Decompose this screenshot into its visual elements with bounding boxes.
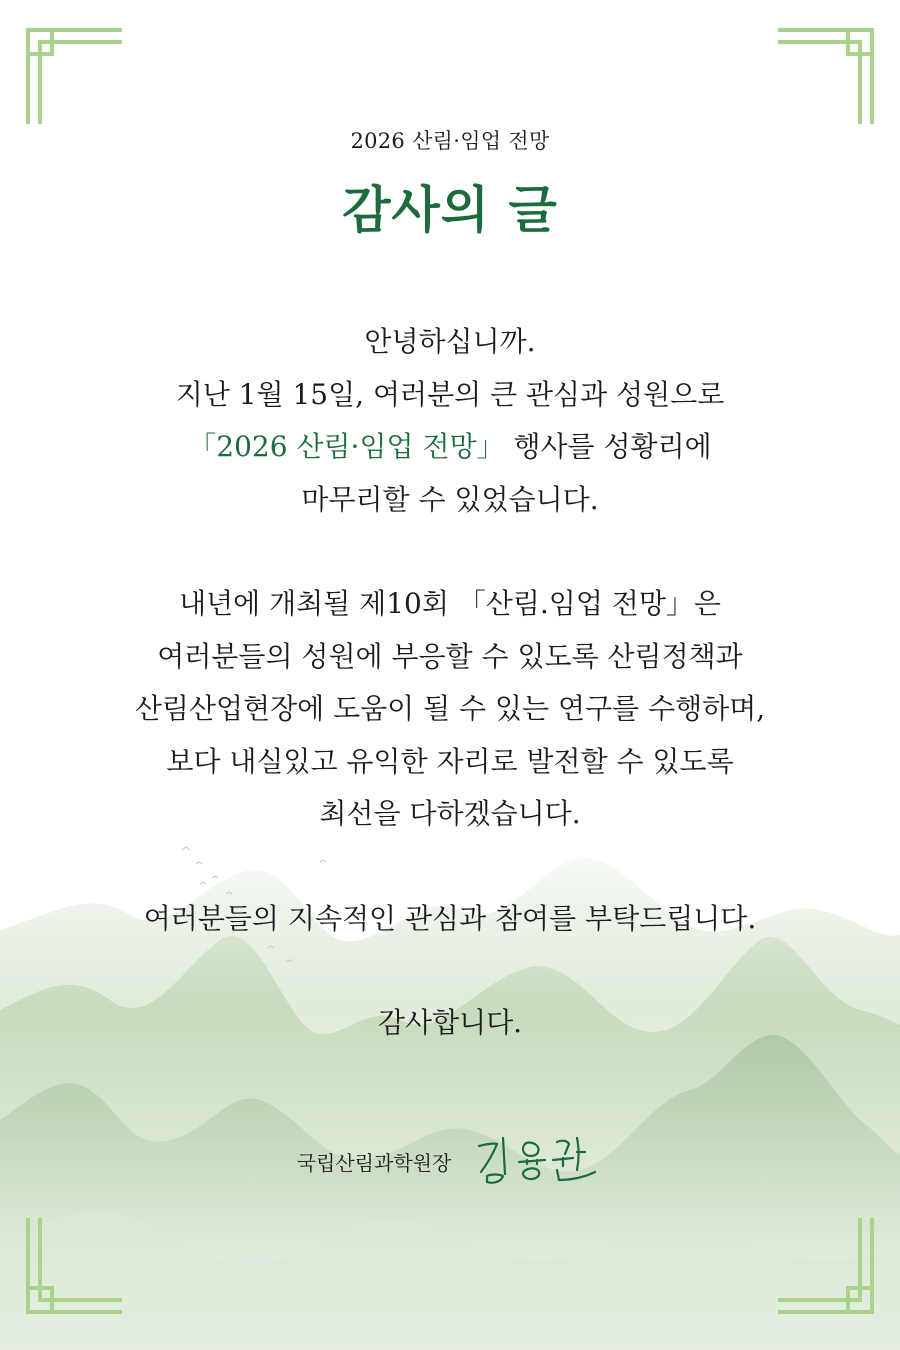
signature-block [0, 1128, 900, 1188]
body-line: 여러분들의 지속적인 관심과 참여를 부탁드립니다. [143, 901, 757, 935]
body-line: 보다 내실있고 유익한 자리로 발전할 수 있도록 [166, 744, 734, 778]
body-line: 여러분들의 성원에 부응할 수 있도록 산림정책과 [157, 639, 743, 673]
body-line: 산림산업현장에 도움이 될 수 있는 연구를 수행하며, [134, 692, 766, 725]
handwritten-signature [473, 1130, 603, 1186]
event-kicker: 2026 산림·임업 전망 [350, 129, 550, 153]
body-line: 지난 1월 15일, 여러분의 큰 관심과 성원으로 [175, 377, 725, 411]
body-line: 마무리할 수 있었습니다. [301, 482, 599, 516]
corner-ornament-bottom-right [778, 1218, 878, 1318]
signer-title: 국립산림과학원장 [296, 1150, 452, 1175]
event-name-highlight: 「2026 산림·임업 전망」 [188, 430, 505, 463]
closing-line: 감사합니다. [377, 1006, 523, 1039]
body-line: 최선을 다하겠습니다. [319, 797, 581, 830]
letter-body [60, 316, 840, 1050]
body-line: 내년에 개최될 제10회 「산림.임업 전망」은 [179, 587, 721, 620]
body-line [60, 421, 840, 474]
greeting-line: 안녕하십니까. [364, 325, 536, 358]
body-line-rest: 행사를 성황리에 [504, 430, 712, 463]
corner-ornament-top-left [22, 24, 122, 124]
corner-ornament-top-right [778, 24, 878, 124]
corner-ornament-bottom-left [22, 1218, 122, 1318]
page-title: 감사의 글 [342, 181, 558, 239]
